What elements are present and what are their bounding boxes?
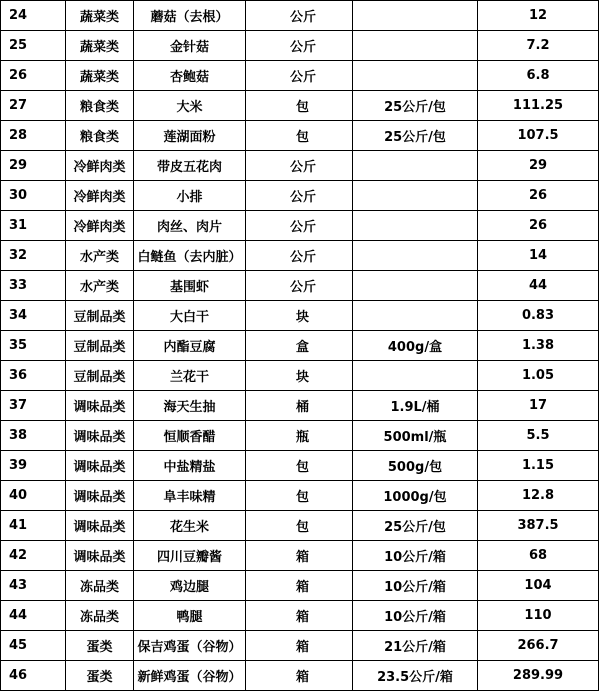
category-cell: 调味品类	[66, 541, 134, 571]
table-row	[1, 1, 599, 31]
spec-cell	[353, 31, 478, 61]
unit-cell: 瓶	[246, 421, 353, 451]
category-cell: 调味品类	[66, 511, 134, 541]
category-cell: 粮食类	[66, 121, 134, 151]
table-row	[1, 331, 599, 361]
price-cell: 289.99	[478, 661, 599, 691]
spec-cell: 500g/包	[353, 451, 478, 481]
table-row	[1, 421, 599, 451]
spec-cell	[353, 211, 478, 241]
category-cell: 蛋类	[66, 631, 134, 661]
price-cell: 68	[478, 541, 599, 571]
row-number: 34	[1, 301, 66, 331]
unit-cell: 公斤	[246, 151, 353, 181]
row-number: 39	[1, 451, 66, 481]
table-row	[1, 241, 599, 271]
table-row	[1, 661, 599, 691]
price-cell: 107.5	[478, 121, 599, 151]
unit-cell: 块	[246, 361, 353, 391]
category-cell: 冻品类	[66, 601, 134, 631]
row-number: 35	[1, 331, 66, 361]
row-number: 24	[1, 1, 66, 31]
category-cell: 冷鲜肉类	[66, 181, 134, 211]
row-number: 38	[1, 421, 66, 451]
unit-cell: 包	[246, 451, 353, 481]
unit-cell: 包	[246, 481, 353, 511]
spec-cell: 10公斤/箱	[353, 541, 478, 571]
table-row	[1, 541, 599, 571]
row-number: 26	[1, 61, 66, 91]
table-row	[1, 31, 599, 61]
category-cell: 蔬菜类	[66, 61, 134, 91]
unit-cell: 块	[246, 301, 353, 331]
table-row	[1, 301, 599, 331]
item-name-cell: 大白干	[134, 301, 246, 331]
price-cell: 0.83	[478, 301, 599, 331]
table-row	[1, 601, 599, 631]
item-name-cell: 杏鲍菇	[134, 61, 246, 91]
row-number: 31	[1, 211, 66, 241]
row-number: 41	[1, 511, 66, 541]
row-number: 28	[1, 121, 66, 151]
price-cell: 26	[478, 181, 599, 211]
row-number: 40	[1, 481, 66, 511]
row-number: 43	[1, 571, 66, 601]
unit-cell: 箱	[246, 661, 353, 691]
item-name-cell: 鸭腿	[134, 601, 246, 631]
table-row	[1, 631, 599, 661]
unit-cell: 包	[246, 91, 353, 121]
price-cell: 12.8	[478, 481, 599, 511]
row-number: 46	[1, 661, 66, 691]
category-cell: 冷鲜肉类	[66, 151, 134, 181]
item-name-cell: 阜丰味精	[134, 481, 246, 511]
spec-cell: 21公斤/箱	[353, 631, 478, 661]
category-cell: 豆制品类	[66, 361, 134, 391]
category-cell: 调味品类	[66, 481, 134, 511]
item-name-cell: 莲湖面粉	[134, 121, 246, 151]
price-cell: 44	[478, 271, 599, 301]
row-number: 42	[1, 541, 66, 571]
row-number: 45	[1, 631, 66, 661]
unit-cell: 公斤	[246, 181, 353, 211]
price-cell: 14	[478, 241, 599, 271]
unit-cell: 公斤	[246, 31, 353, 61]
spec-cell: 23.5公斤/箱	[353, 661, 478, 691]
unit-cell: 盒	[246, 331, 353, 361]
table-row	[1, 451, 599, 481]
price-cell: 266.7	[478, 631, 599, 661]
table-row	[1, 181, 599, 211]
category-cell: 调味品类	[66, 391, 134, 421]
item-name-cell: 金针菇	[134, 31, 246, 61]
row-number: 37	[1, 391, 66, 421]
price-table-body	[1, 1, 599, 691]
unit-cell: 公斤	[246, 61, 353, 91]
table-row	[1, 571, 599, 601]
price-cell: 7.2	[478, 31, 599, 61]
category-cell: 豆制品类	[66, 331, 134, 361]
row-number: 27	[1, 91, 66, 121]
price-cell: 6.8	[478, 61, 599, 91]
unit-cell: 箱	[246, 571, 353, 601]
unit-cell: 箱	[246, 541, 353, 571]
category-cell: 豆制品类	[66, 301, 134, 331]
spec-cell: 10公斤/箱	[353, 571, 478, 601]
row-number: 30	[1, 181, 66, 211]
category-cell: 调味品类	[66, 451, 134, 481]
price-cell: 110	[478, 601, 599, 631]
item-name-cell: 海天生抽	[134, 391, 246, 421]
category-cell: 蛋类	[66, 661, 134, 691]
item-name-cell: 新鲜鸡蛋（谷物）	[134, 661, 246, 691]
category-cell: 水产类	[66, 271, 134, 301]
spec-cell	[353, 181, 478, 211]
unit-cell: 公斤	[246, 1, 353, 31]
category-cell: 调味品类	[66, 421, 134, 451]
spec-cell: 25公斤/包	[353, 511, 478, 541]
table-row	[1, 481, 599, 511]
unit-cell: 桶	[246, 391, 353, 421]
price-cell: 1.38	[478, 331, 599, 361]
item-name-cell: 大米	[134, 91, 246, 121]
unit-cell: 箱	[246, 601, 353, 631]
unit-cell: 公斤	[246, 241, 353, 271]
table-row	[1, 391, 599, 421]
item-name-cell: 恒顺香醋	[134, 421, 246, 451]
item-name-cell: 带皮五花肉	[134, 151, 246, 181]
table-row	[1, 271, 599, 301]
price-cell: 1.05	[478, 361, 599, 391]
row-number: 32	[1, 241, 66, 271]
row-number: 36	[1, 361, 66, 391]
price-cell: 1.15	[478, 451, 599, 481]
item-name-cell: 中盐精盐	[134, 451, 246, 481]
spec-cell	[353, 271, 478, 301]
spec-cell: 500ml/瓶	[353, 421, 478, 451]
spec-cell	[353, 61, 478, 91]
item-name-cell: 兰花干	[134, 361, 246, 391]
category-cell: 蔬菜类	[66, 1, 134, 31]
spec-cell: 10公斤/箱	[353, 601, 478, 631]
unit-cell: 包	[246, 121, 353, 151]
price-cell: 387.5	[478, 511, 599, 541]
item-name-cell: 基围虾	[134, 271, 246, 301]
unit-cell: 公斤	[246, 211, 353, 241]
price-cell: 104	[478, 571, 599, 601]
table-row	[1, 91, 599, 121]
table-row	[1, 361, 599, 391]
table-row	[1, 61, 599, 91]
unit-cell: 公斤	[246, 271, 353, 301]
item-name-cell: 白鲢鱼（去内脏）	[134, 241, 246, 271]
item-name-cell: 蘑菇（去根）	[134, 1, 246, 31]
item-name-cell: 花生米	[134, 511, 246, 541]
table-row	[1, 511, 599, 541]
price-cell: 29	[478, 151, 599, 181]
spec-cell: 25公斤/包	[353, 91, 478, 121]
item-name-cell: 鸡边腿	[134, 571, 246, 601]
category-cell: 冷鲜肉类	[66, 211, 134, 241]
price-cell: 12	[478, 1, 599, 31]
row-number: 25	[1, 31, 66, 61]
price-cell: 111.25	[478, 91, 599, 121]
table-row	[1, 151, 599, 181]
table-row	[1, 211, 599, 241]
spec-cell	[353, 361, 478, 391]
spec-cell: 1000g/包	[353, 481, 478, 511]
price-cell: 26	[478, 211, 599, 241]
spec-cell	[353, 1, 478, 31]
item-name-cell: 内酯豆腐	[134, 331, 246, 361]
spec-cell	[353, 301, 478, 331]
category-cell: 水产类	[66, 241, 134, 271]
category-cell: 粮食类	[66, 91, 134, 121]
table-row	[1, 121, 599, 151]
row-number: 29	[1, 151, 66, 181]
price-cell: 5.5	[478, 421, 599, 451]
row-number: 33	[1, 271, 66, 301]
price-cell: 17	[478, 391, 599, 421]
spec-cell: 25公斤/包	[353, 121, 478, 151]
category-cell: 蔬菜类	[66, 31, 134, 61]
spec-cell	[353, 241, 478, 271]
item-name-cell: 保吉鸡蛋（谷物）	[134, 631, 246, 661]
item-name-cell: 肉丝、肉片	[134, 211, 246, 241]
spec-cell: 400g/盒	[353, 331, 478, 361]
spec-cell: 1.9L/桶	[353, 391, 478, 421]
category-cell: 冻品类	[66, 571, 134, 601]
unit-cell: 箱	[246, 631, 353, 661]
unit-cell: 包	[246, 511, 353, 541]
spec-cell	[353, 151, 478, 181]
item-name-cell: 小排	[134, 181, 246, 211]
item-name-cell: 四川豆瓣酱	[134, 541, 246, 571]
row-number: 44	[1, 601, 66, 631]
